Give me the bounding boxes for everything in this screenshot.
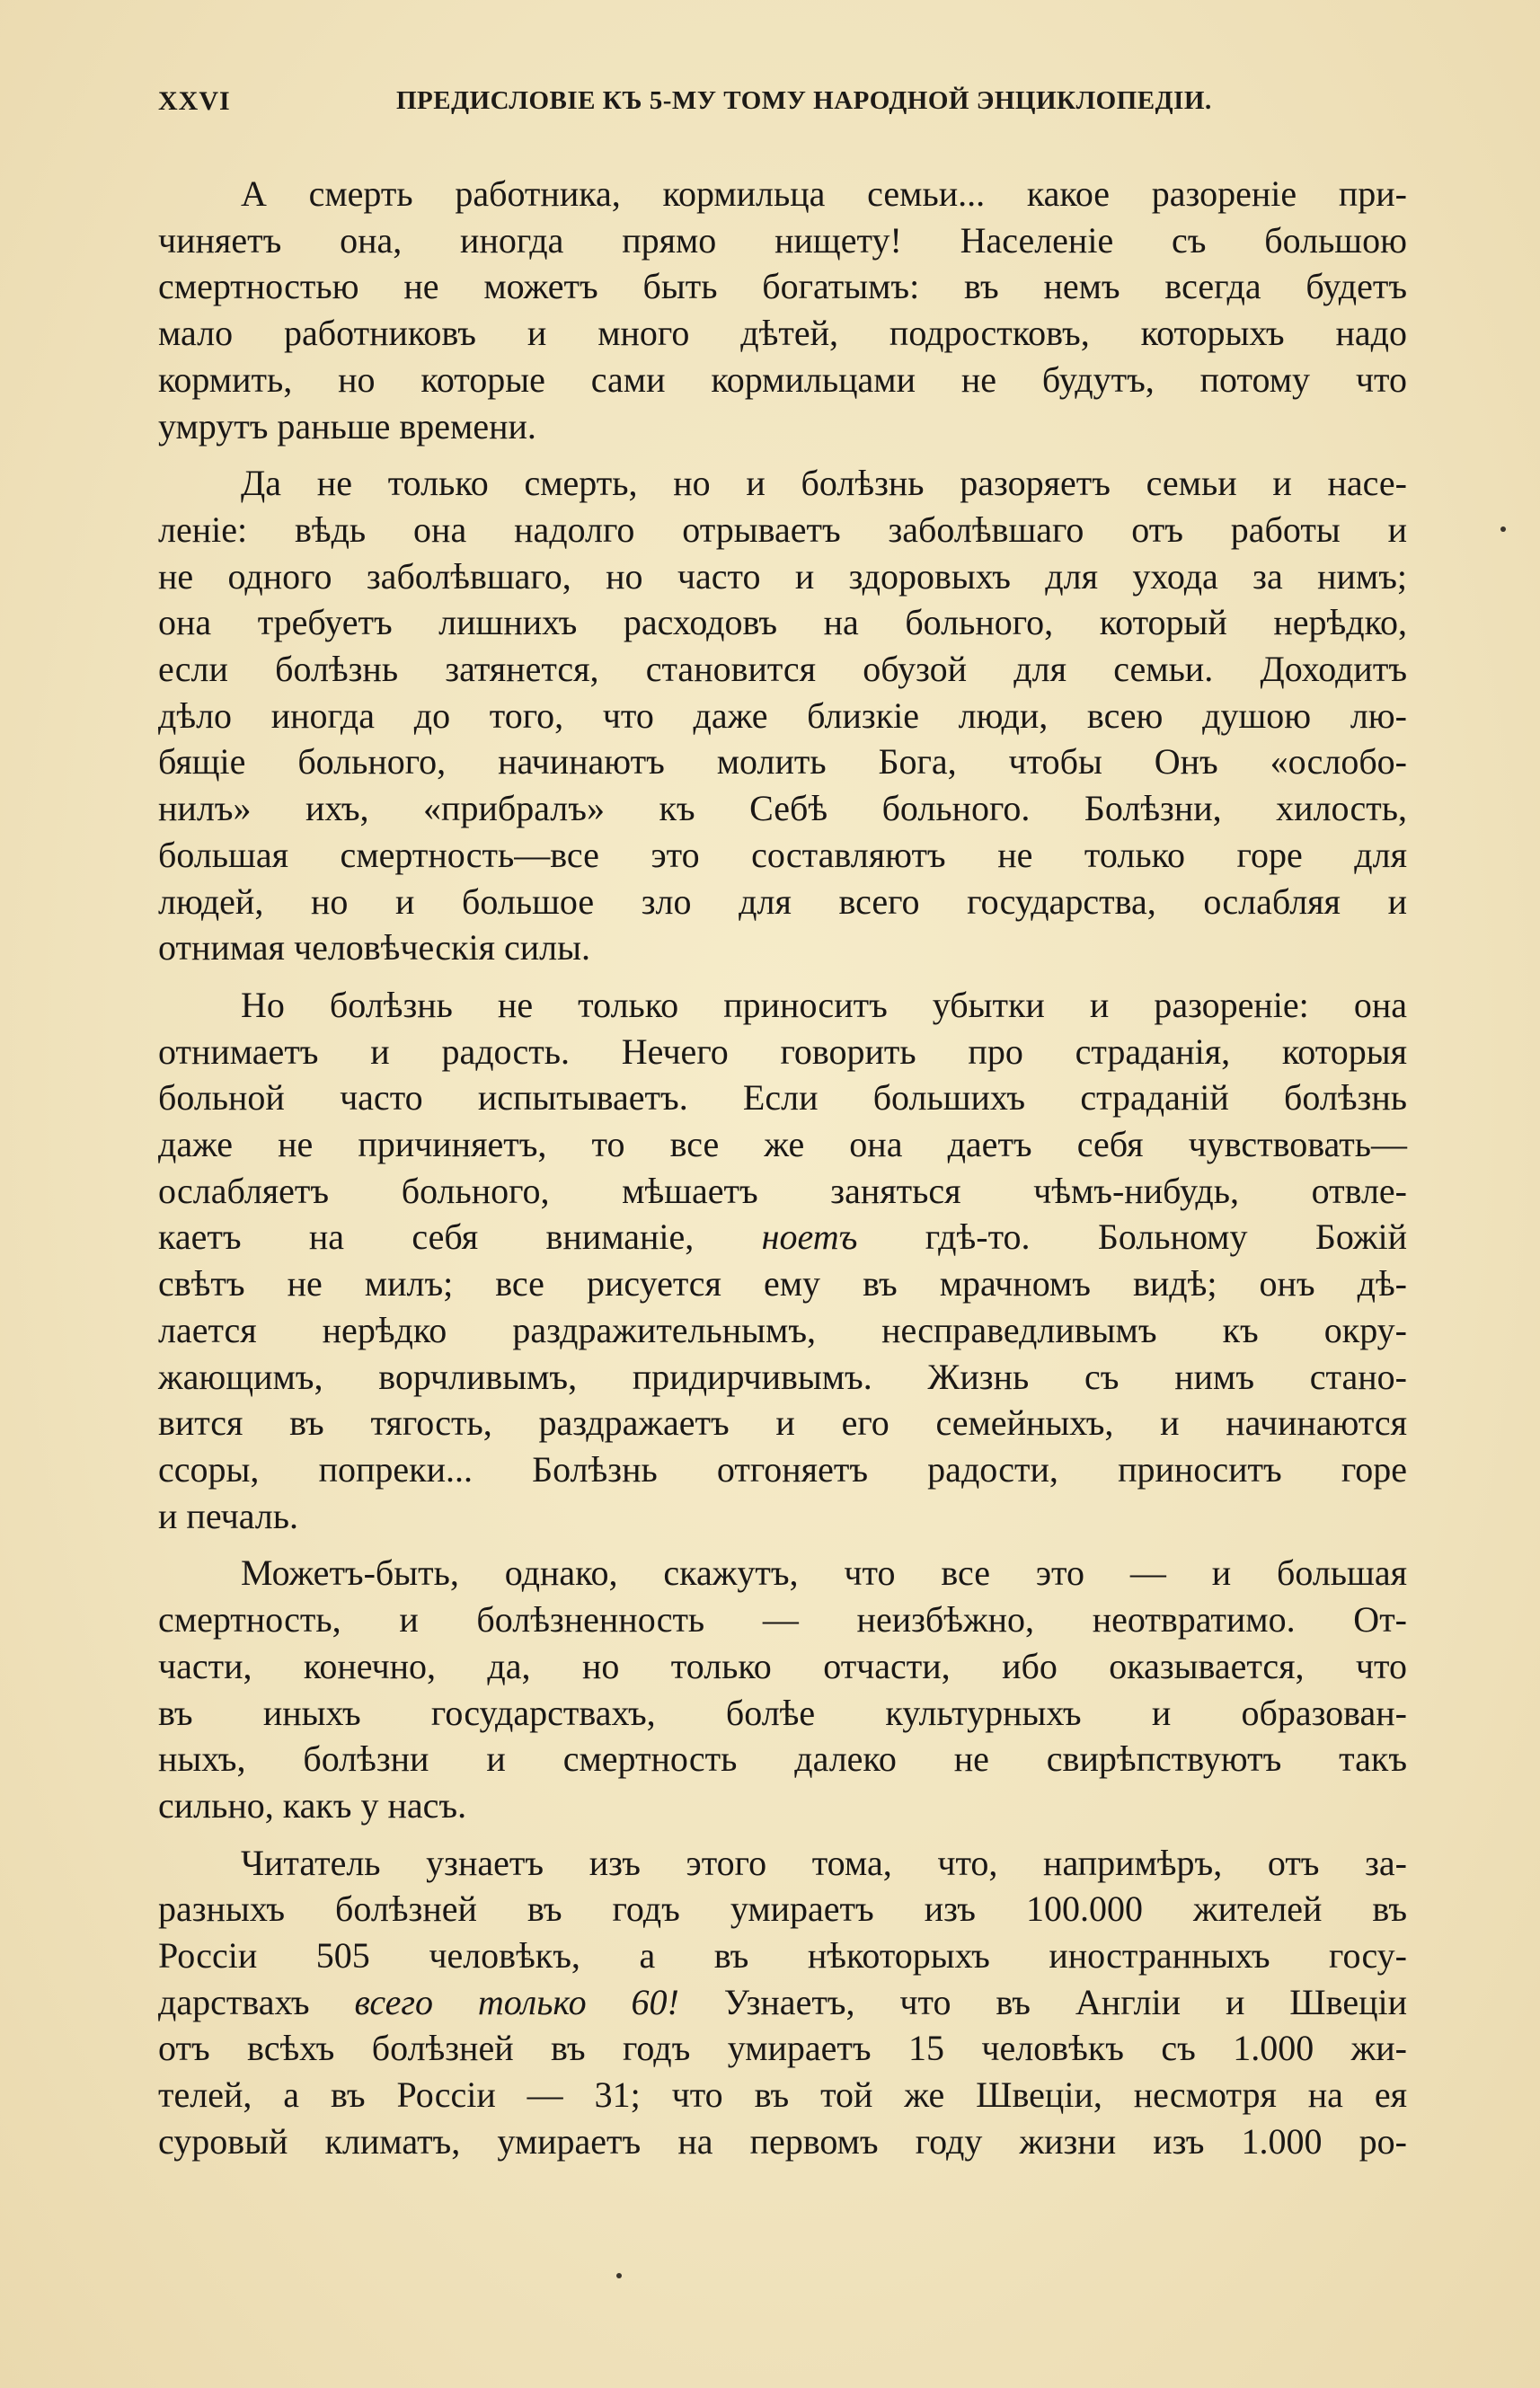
text-line: больной часто испытываетъ. Если большихъ страданій болѣзнь: [158, 1077, 1407, 1119]
text-line: вится въ тягость, раздражаетъ и его семейныхъ, и начинаются: [158, 1402, 1407, 1444]
text-line: смертность, и болѣзненность — неизбѣжно, неотвратимо. От-: [158, 1599, 1407, 1641]
running-title: ПРЕДИСЛОВІЕ КЪ 5-МУ ТОМУ НАРОДНОЙ ЭНЦИКЛОПЕДІИ.: [396, 86, 1212, 115]
text-line: разныхъ болѣзней въ годъ умираетъ изъ 100.000 жителей въ: [158, 1888, 1407, 1930]
text-line: свѣтъ не милъ; все рисуется ему въ мрачномъ видѣ; онъ дѣ-: [158, 1263, 1407, 1305]
text-line: каетъ на себя вниманіе, ноетъ гдѣ-то. Больному Божій: [158, 1216, 1407, 1258]
text-line: не одного заболѣвшаго, но часто и здоровыхъ для ухода за нимъ;: [158, 555, 1407, 597]
text-line: чиняетъ она, иногда прямо нищету! Населеніе съ большою: [158, 219, 1407, 261]
text-line: Россіи 505 человѣкъ, а въ нѣкоторыхъ иностранныхъ госу-: [158, 1935, 1407, 1977]
text-line: ссоры, попреки... Болѣзнь отгоняетъ радости, приноситъ горе: [158, 1448, 1407, 1490]
text-line: жающимъ, ворчливымъ, придирчивымъ. Жизнь съ нимъ стано-: [158, 1356, 1407, 1397]
print-speck: [616, 2273, 622, 2278]
text-line: суровый климатъ, умираетъ на первомъ году жизни изъ 1.000 ро-: [158, 2120, 1407, 2162]
text-line: она требуетъ лишнихъ расходовъ на больного, который нерѣдко,: [158, 602, 1407, 643]
text-line: большая смертность—все это составляютъ не только горе для: [158, 834, 1407, 875]
text-line: въ иныхъ государствахъ, болѣе культурныхъ и образован-: [158, 1692, 1407, 1733]
text-line: телей, а въ Россіи — 31; что въ той же Швеціи, несмотря на ея: [158, 2074, 1407, 2116]
text-line: бящіе больного, начинаютъ молить Бога, чтобы Онъ «ослобо-: [158, 741, 1407, 783]
text-line: мало работниковъ и много дѣтей, подростковъ, которыхъ надо: [158, 313, 1407, 354]
text-line: отъ всѣхъ болѣзней въ годъ умираетъ 15 человѣкъ съ 1.000 жи-: [158, 2028, 1407, 2069]
page-number: XXVI: [158, 86, 231, 116]
text-line: ныхъ, болѣзни и смертность далеко не свирѣпствуютъ такъ: [158, 1738, 1407, 1780]
paragraph: [158, 460, 1407, 971]
paragraph: [158, 982, 1407, 1539]
text-line: части, конечно, да, но только отчасти, ибо оказывается, что: [158, 1645, 1407, 1686]
text-line: отнимая человѣческія силы.: [158, 927, 590, 968]
text-line: лается нерѣдко раздражительнымъ, несправедливымъ къ окру-: [158, 1309, 1407, 1350]
paragraph: [158, 1550, 1407, 1828]
text-line: людей, но и большое зло для всего государства, ослабляя и: [158, 880, 1407, 922]
text-line: дѣло иногда до того, что даже близкіе люди, всею душою лю-: [158, 694, 1407, 736]
text-line: если болѣзнь затянется, становится обузой для семьи. Доходитъ: [158, 649, 1407, 690]
paragraph: [158, 1840, 1407, 2165]
text-line: Читатель узнаетъ изъ этого тома, что, напримѣръ, отъ за-: [241, 1842, 1407, 1883]
text-line: смертностью не можетъ быть богатымъ: въ немъ всегда будетъ: [158, 266, 1407, 307]
text-line: сильно, какъ у насъ.: [158, 1784, 467, 1826]
text-line: отнимаетъ и радость. Нечего говорить про страданія, которыя: [158, 1030, 1407, 1072]
text-line: умрутъ раньше времени.: [158, 405, 536, 447]
text-line: Да не только смерть, но и болѣзнь разоряетъ семьи и насе-: [241, 463, 1407, 504]
text-line: и печаль.: [158, 1495, 298, 1536]
text-line: Но болѣзнь не только приноситъ убытки и разореніе: она: [241, 984, 1407, 1025]
text-line: дарствахъ всего только 60! Узнаетъ, что въ Англіи и Швеціи: [158, 1981, 1407, 2022]
text-line: даже не причиняетъ, то все же она даетъ себя чувствовать—: [158, 1124, 1407, 1165]
text-line: Можетъ-быть, однако, скажутъ, что все это — и большая: [241, 1552, 1407, 1594]
text-line: нилъ» ихъ, «прибралъ» къ Себѣ больного. Болѣзни, хилость,: [158, 788, 1407, 829]
text-line: ослабляетъ больного, мѣшаетъ заняться чѣмъ-нибудь, отвле-: [158, 1170, 1407, 1211]
paragraph: [158, 171, 1407, 449]
print-speck: [1500, 526, 1506, 532]
page-header: [158, 86, 1407, 122]
body-text: [158, 171, 1407, 2176]
text-line: леніе: вѣдь она надолго отрываетъ заболѣвшаго отъ работы и: [158, 509, 1407, 550]
text-line: кормить, но которые сами кормильцами не будутъ, потому что: [158, 358, 1407, 400]
emphasis: всего только 60!: [354, 1981, 679, 2022]
text-line: А смерть работника, кормильца семьи... какое разореніе при-: [241, 173, 1407, 214]
emphasis: ноетъ: [761, 1216, 858, 1258]
